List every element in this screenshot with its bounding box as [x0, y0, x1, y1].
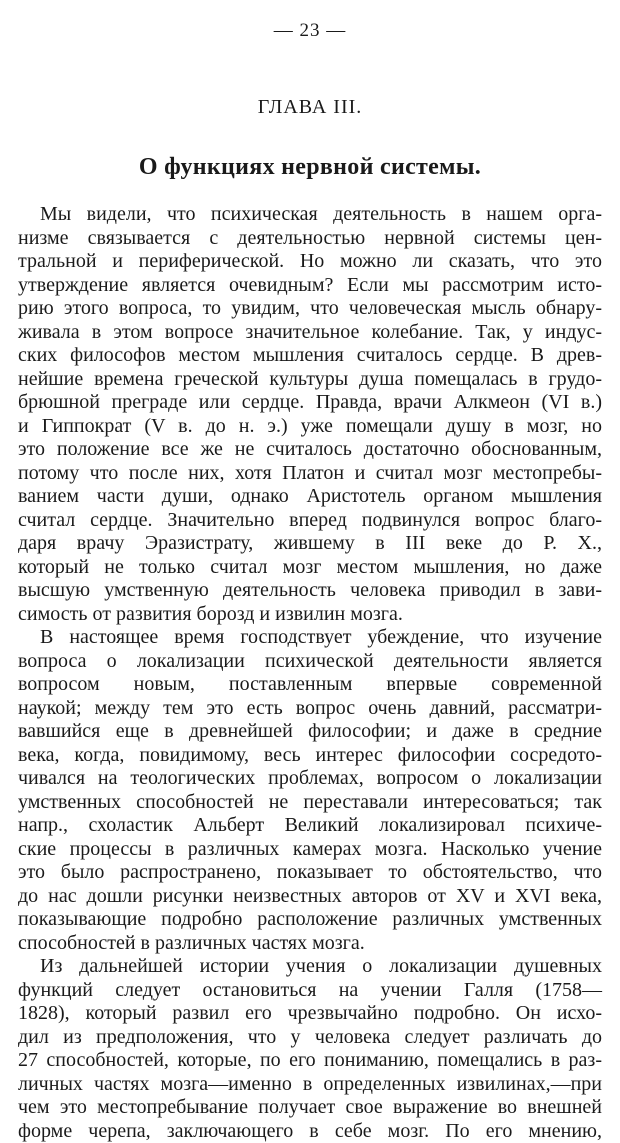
text-line: высшую умственную деятельность человека приводил в зави- [18, 579, 602, 603]
text-line: дил из предположения, что у человека следует различать до [18, 1026, 602, 1050]
text-line: симость от развития борозд и извилин мозга. [18, 603, 602, 627]
chapter-heading: ГЛАВА III. [0, 96, 620, 119]
text-line: функций следует остановиться на учении Галля (1758— [18, 979, 602, 1003]
text-line: Мы видели, что психическая деятельность в нашем орга- [18, 203, 602, 227]
text-line: личных частях мозга—именно в определенных извилинах,—при [18, 1073, 602, 1097]
text-line: способностей в различных частях мозга. [18, 932, 602, 956]
text-line: вопросом новым, поставленным впервые современной [18, 673, 602, 697]
text-line: ских философов местом мышления считалось сердце. В древ- [18, 344, 602, 368]
text-line: это было распространено, показывает то обстоятельство, что [18, 861, 602, 885]
text-line: тральной и периферической. Но можно ли сказать, что это [18, 250, 602, 274]
text-line: ванием части души, однако Аристотель органом мышления [18, 485, 602, 509]
page-number: — 23 — [0, 20, 620, 42]
text-line: Из дальнейшей истории учения о локализации душевных [18, 955, 602, 979]
text-line: и Гиппократ (V в. до н. э.) уже помещали душу в мозг, но [18, 415, 602, 439]
text-line: 27 способностей, которые, по его пониманию, помещались в раз- [18, 1049, 602, 1073]
text-line: утверждение является очевидным? Если мы рассмотрим исто- [18, 274, 602, 298]
text-line: чем это местопребывание получает свое выражение во внешней [18, 1096, 602, 1120]
text-line: рию этого вопроса, то увидим, что человеческая мысль обнару- [18, 297, 602, 321]
text-line: напр., схоластик Альберт Великий локализировал психиче- [18, 814, 602, 838]
text-line: века, когда, повидимому, весь интерес философии сосредото- [18, 744, 602, 768]
text-line: вавшийся еще в древнейшей философии; и даже в средние [18, 720, 602, 744]
text-line: вопроса о локализации психической деятельности является [18, 650, 602, 674]
text-line: умственных способностей не переставали интересоваться; так [18, 791, 602, 815]
text-line: считал сердце. Значительно вперед подвинулся вопрос благо- [18, 509, 602, 533]
text-line: 1828), который развил его чрезвычайно подробно. Он исхо- [18, 1002, 602, 1026]
text-line: чивался на теологических проблемах, вопросом о локализации [18, 767, 602, 791]
text-line: наукой; между тем это есть вопрос очень давний, рассматри- [18, 697, 602, 721]
text-line: даря врачу Эразистрату, жившему в III веке до Р. Х., [18, 532, 602, 556]
text-line: который не только считал мозг местом мышления, но даже [18, 556, 602, 580]
text-line: низме связывается с деятельностью нервной системы цен- [18, 227, 602, 251]
text-line: ские процессы в различных камерах мозга. Насколько учение [18, 838, 602, 862]
text-line: потому что после них, хотя Платон и считал мозг местопребы- [18, 462, 602, 486]
text-line: показывающие подробно расположение различных умственных [18, 908, 602, 932]
text-line: брюшной преграде или сердце. Правда, врачи Алкмеон (VI в.) [18, 391, 602, 415]
body-text [18, 203, 602, 1143]
text-line: В настоящее время господствует убеждение, что изучение [18, 626, 602, 650]
text-line: нейшие времена греческой культуры душа помещалась в грудо- [18, 368, 602, 392]
text-line: форме черепа, заключающего в себе мозг. По его мнению, [18, 1120, 602, 1143]
text-line: это положение все же не считалось достаточно обоснованным, [18, 438, 602, 462]
chapter-title: О функциях нервной системы. [0, 154, 620, 181]
text-line: живала в этом вопросе значительное колебание. Так, у индус- [18, 321, 602, 345]
text-line: до нас дошли рисунки неизвестных авторов от XV и XVI века, [18, 885, 602, 909]
